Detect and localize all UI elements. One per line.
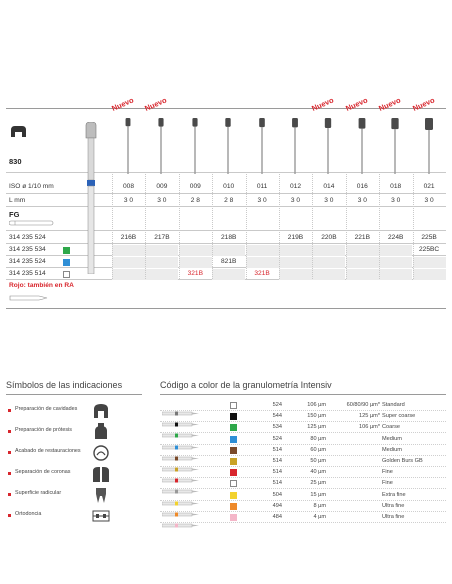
indication-label: Preparación de prótesis: [15, 427, 72, 433]
cell-std: 220B: [321, 234, 337, 241]
size-column: [212, 108, 245, 318]
cell-fine: 321B: [254, 270, 270, 277]
cell-size: 021: [423, 183, 435, 190]
color-swatch: [230, 480, 237, 487]
indication-item: [6, 507, 142, 527]
granulometry-ref: 514: [272, 446, 282, 453]
ref-medium-label: 314 235 524: [9, 258, 46, 265]
empty-cell: [145, 257, 178, 268]
empty-cell: [379, 257, 412, 268]
column-divider: [413, 172, 414, 279]
color-swatch: [230, 514, 237, 521]
cell-size: 016: [356, 183, 368, 190]
granulometry-ref: 524: [272, 402, 282, 408]
bullet-icon: [8, 430, 11, 433]
bur-illustration: [122, 116, 134, 174]
rojo-note: Rojo: también en RA: [9, 282, 74, 289]
ref-std-label: 314 235 524: [9, 234, 46, 241]
empty-cell: [379, 245, 412, 256]
column-divider: [112, 172, 113, 279]
granulometry-ref: 524: [272, 435, 282, 442]
column-divider: [145, 172, 146, 279]
main-bur-illustration: [82, 122, 100, 274]
granulometry-grit: 40 µm: [310, 469, 326, 476]
cell-size: 008: [122, 183, 134, 190]
empty-cell: [413, 257, 446, 268]
cell-length: 2 8: [224, 197, 234, 204]
new-badge: Nuevo: [344, 95, 369, 113]
size-column: [377, 95, 412, 318]
cell-std: 221B: [354, 234, 370, 241]
indication-label: Acabado de restauraciones: [15, 448, 81, 454]
cell-length: 2 8: [190, 197, 200, 204]
granulometry-ref: 514: [272, 480, 282, 487]
granulometry-grit: 8 µm: [313, 502, 326, 509]
bullet-icon: [8, 514, 11, 517]
bur-shank-icon: [162, 437, 200, 442]
granulometry-grit: 80 µm: [310, 435, 326, 442]
fg-shank-icon: [9, 220, 55, 226]
granulometry-name: Ultra fine: [382, 502, 405, 509]
cell-length: 3 0: [290, 197, 301, 204]
empty-cell: [179, 245, 212, 256]
bur-illustration: [289, 116, 301, 174]
indications-rule: [6, 394, 142, 395]
cell-size: 012: [289, 183, 301, 190]
ref-coarse-label: 314 235 534: [9, 246, 46, 253]
indications-panel: [6, 380, 142, 530]
indication-item: [6, 402, 142, 422]
empty-cell: [279, 269, 312, 280]
granulometry-name: Extra fine: [382, 491, 406, 498]
column-divider: [179, 172, 180, 279]
granulometry-row: [160, 434, 446, 445]
empty-cell: [212, 245, 245, 256]
iso-label: ISO ø 1/10 mm: [9, 183, 54, 190]
granulometry-ref: 514: [272, 458, 282, 464]
ra-shank-icon: [9, 294, 55, 302]
cell-length: 3 0: [123, 197, 134, 204]
bullet-icon: [8, 409, 11, 412]
cell-fine: 321B: [187, 270, 203, 277]
color-swatch: [230, 492, 237, 499]
empty-cell: [112, 257, 145, 268]
indication-label: Separación de coronas: [15, 469, 71, 475]
crown-separation-icon: [90, 465, 112, 483]
cell-std: 218B: [220, 234, 237, 241]
tooth-crown-prep-icon: [90, 423, 112, 441]
empty-cell: [279, 245, 312, 256]
cell-length: 3 0: [157, 197, 167, 204]
bur-illustration: [155, 116, 167, 174]
cell-length: 3 0: [257, 197, 267, 204]
bur-illustration: [389, 116, 401, 174]
medium-marker: [63, 259, 70, 266]
granulometry-title: Código a color de la granulometría Intensiv: [160, 380, 332, 390]
cell-std: 224B: [387, 234, 404, 241]
coarse-marker: [63, 247, 70, 254]
bullet-icon: [8, 472, 11, 475]
color-swatch: [230, 469, 237, 476]
granulometry-ref: 484: [272, 514, 282, 520]
granulometry-name: Fine: [382, 469, 393, 476]
cell-std: 216B: [120, 234, 137, 241]
granulometry-ref: 534: [272, 424, 282, 431]
indication-label: Superficie radicular: [15, 490, 62, 496]
cell-length: 3 0: [391, 197, 401, 204]
granulometry-name: Standard: [382, 402, 405, 408]
empty-cell: [145, 269, 178, 280]
size-column: [110, 95, 145, 318]
granulometry-row: [160, 512, 446, 523]
color-swatch: [230, 447, 237, 454]
empty-cell: [179, 257, 212, 268]
granulometry-ref: 514: [272, 469, 282, 476]
granulometry-grit: 125 µm: [307, 424, 326, 431]
bur-illustration: [189, 116, 201, 174]
bur-shank-icon: [162, 425, 200, 430]
bur-shank-icon: [162, 493, 200, 498]
fg-label: FG: [9, 210, 20, 219]
color-swatch: [230, 458, 237, 465]
column-divider: [379, 172, 380, 279]
cell-size: 009: [189, 183, 201, 190]
column-divider: [346, 172, 347, 279]
granulometry-panel: [160, 380, 446, 530]
granulometry-name: Golden Burs GB: [382, 458, 423, 464]
color-swatch: [230, 424, 237, 431]
color-swatch: [230, 413, 237, 420]
granulometry-row: [160, 456, 446, 467]
granulometry-iso: 125 µm*: [359, 413, 380, 420]
ref-fine-label: 314 235 514: [9, 270, 46, 277]
size-column: [179, 108, 212, 318]
length-label: L mm: [9, 197, 26, 204]
granulometry-ref: 504: [272, 491, 282, 498]
cell-length: 3 0: [324, 197, 334, 204]
empty-cell: [312, 269, 345, 280]
indication-item: [6, 423, 142, 443]
figure-number: 830: [9, 157, 22, 166]
empty-cell: [145, 245, 178, 256]
empty-cell: [279, 257, 312, 268]
column-divider: [246, 172, 247, 279]
size-column: [143, 95, 178, 318]
fine-marker: [63, 271, 70, 278]
bullet-icon: [8, 493, 11, 496]
cell-length: 3 0: [357, 197, 367, 204]
granulometry-row: [160, 445, 446, 456]
size-column: [410, 95, 446, 318]
empty-cell: [413, 269, 446, 280]
bullet-icon: [8, 451, 11, 454]
root-surface-icon: [90, 486, 112, 504]
size-column: [310, 95, 345, 318]
cell-std: 219B: [287, 234, 304, 241]
granulometry-iso: 106 µm*: [359, 424, 380, 431]
cell-size: 018: [390, 183, 402, 190]
granulometry-row: [160, 478, 446, 489]
bur-illustration: [423, 116, 435, 174]
bur-illustration: [222, 116, 234, 174]
cell-size: 009: [156, 183, 168, 190]
empty-cell: [346, 245, 379, 256]
bur-shank-icon: [162, 515, 200, 520]
column-divider: [312, 172, 313, 279]
empty-cell: [346, 269, 379, 280]
bur-illustration: [322, 116, 334, 174]
granulometry-name: Coarse: [382, 424, 401, 431]
granulometry-rule: [160, 394, 446, 395]
new-badge: Nuevo: [377, 95, 403, 113]
bur-shank-icon: [162, 481, 200, 486]
cell-length: 3 0: [424, 197, 434, 204]
granulometry-name: Ultra fine: [382, 514, 405, 520]
empty-cell: [112, 269, 145, 280]
granulometry-name: Medium: [382, 446, 402, 453]
granulometry-row: [160, 501, 446, 512]
granulometry-row: [160, 467, 446, 478]
new-badge: Nuevo: [143, 95, 169, 113]
tooth-cavity-icon: [90, 402, 112, 420]
granulometry-grit: 106 µm: [307, 402, 326, 408]
bur-shank-icon: [162, 459, 200, 464]
new-badge: Nuevo: [110, 95, 135, 113]
cell-size: 014: [323, 183, 335, 190]
indication-label: Ortodoncia: [15, 511, 42, 517]
bur-shank-icon: [162, 403, 200, 408]
empty-cell: [312, 257, 345, 268]
bur-illustration: [256, 116, 268, 174]
indication-item: [6, 444, 142, 464]
empty-cell: [246, 245, 279, 256]
indications-title: Símbolos de las indicaciones: [6, 380, 123, 390]
cell-std: 217B: [154, 234, 170, 241]
granulometry-iso: 60/80/90 µm*: [346, 402, 380, 408]
bur-shape-icon: [10, 125, 27, 138]
granulometry-row: [160, 422, 446, 433]
indication-label: Preparación de cavidades: [15, 406, 78, 412]
granulometry-grit: 4 µm: [313, 514, 326, 520]
cell-size: 010: [223, 183, 235, 190]
bur-shank-icon: [162, 504, 200, 509]
size-column: [246, 108, 279, 318]
bur-catalog-table: [0, 95, 452, 318]
granulometry-name: Fine: [382, 480, 393, 487]
size-column: [279, 108, 312, 318]
indication-item: [6, 465, 142, 485]
color-swatch: [230, 402, 237, 409]
empty-cell: [212, 269, 245, 280]
granulometry-grit: 60 µm: [310, 446, 326, 453]
granulometry-grit: 50 µm: [310, 458, 326, 464]
cell-coarse: 225BC: [419, 246, 440, 253]
empty-cell: [246, 257, 279, 268]
color-swatch: [230, 503, 237, 510]
cell-size: 011: [256, 183, 268, 190]
column-divider: [212, 172, 213, 279]
indication-item: [6, 486, 142, 506]
empty-cell: [312, 245, 345, 256]
empty-cell: [346, 257, 379, 268]
granulometry-name: Medium: [382, 435, 402, 442]
bur-shank-icon: [162, 414, 200, 419]
granulometry-name: Super coarse: [382, 413, 416, 420]
granulometry-grit: 15 µm: [310, 491, 326, 498]
size-column: [344, 95, 379, 318]
cell-medium: 821B: [220, 258, 237, 265]
granulometry-grit: 150 µm: [307, 413, 326, 420]
tooth-finishing-icon: [90, 444, 112, 462]
granulometry-row: [160, 490, 446, 501]
column-divider: [279, 172, 280, 279]
bur-shank-icon: [162, 448, 200, 453]
color-swatch: [230, 436, 237, 443]
granulometry-grit: 25 µm: [310, 480, 326, 487]
new-badge: Nuevo: [310, 95, 336, 113]
new-badge: Nuevo: [410, 95, 436, 113]
granulometry-ref: 544: [272, 413, 282, 420]
bur-shank-icon: [162, 470, 200, 475]
granulometry-row: [160, 400, 446, 411]
granulometry-ref: 494: [272, 502, 282, 509]
orthodontics-icon: [90, 507, 112, 525]
empty-cell: [112, 245, 145, 256]
empty-cell: [379, 269, 412, 280]
cell-std: 225B: [421, 234, 437, 241]
bur-illustration: [356, 116, 368, 174]
granulometry-row: [160, 411, 446, 422]
